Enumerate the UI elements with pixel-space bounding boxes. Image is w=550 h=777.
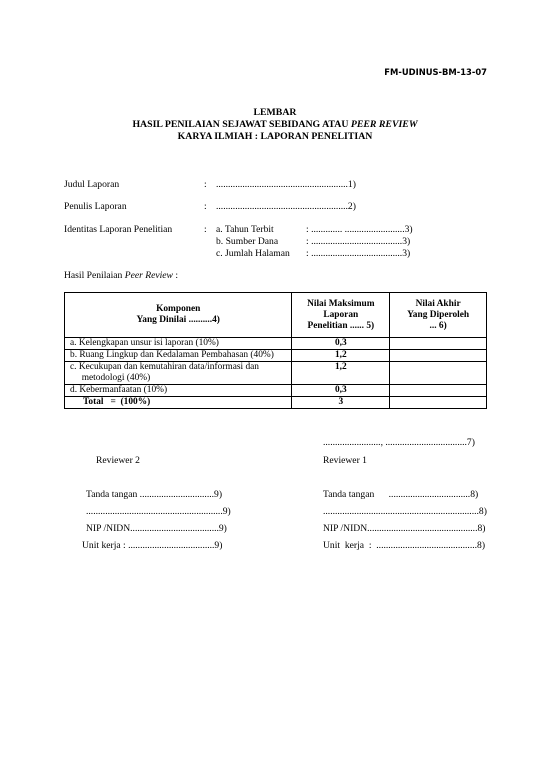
reviewer1-title: Reviewer 1: [323, 455, 367, 466]
jumlah-halaman-value[interactable]: : ......................................3): [306, 248, 411, 259]
header-komponen-line1: Komponen: [156, 304, 201, 314]
reviewer2-name[interactable]: .........................................................9): [86, 506, 231, 517]
header-maks-line3: Penelitian ...... 5): [307, 320, 375, 331]
reviewer2-unit[interactable]: Unit kerja : ....................................9): [82, 540, 223, 551]
sumber-dana-label: b. Sumber Dana: [216, 236, 279, 247]
heading-hasil-penilaian: [0, 119, 550, 130]
final-score-cell[interactable]: [390, 362, 487, 385]
heading-peer-review: PEER REVIEW: [350, 119, 418, 130]
reviewer2-nip[interactable]: NIP /NIDN.....................................9): [86, 523, 227, 534]
judul-label: Judul Laporan: [64, 179, 120, 190]
criterion-cell: d. Kebermanfaatan (10%): [65, 385, 292, 397]
max-score-cell: 0,3: [292, 385, 390, 397]
header-akhir-line1: Nilai Akhir: [415, 298, 461, 309]
header-komponen: [65, 293, 292, 338]
total-final-cell[interactable]: [390, 397, 487, 409]
penulis-colon: :: [204, 201, 207, 212]
table-row: [65, 350, 487, 362]
total-max-cell: 3: [292, 397, 390, 409]
table-row: [65, 338, 487, 350]
table-row: [65, 385, 487, 397]
total-label: Total = (100%): [65, 397, 292, 409]
identitas-label: Identitas Laporan Penelitian: [64, 224, 173, 235]
table-total-row: [65, 397, 487, 409]
tahun-terbit-label: a. Tahun Terbit: [216, 224, 274, 235]
penulis-value[interactable]: .......................................................2): [216, 201, 356, 212]
criterion-line1: c. Kecukupan dan kemutahiran data/informasi dan: [70, 362, 259, 372]
penulis-label: Penulis Laporan: [64, 201, 127, 212]
final-score-cell[interactable]: [390, 338, 487, 350]
max-score-cell: 1,2: [292, 350, 390, 362]
hasil-prefix: Hasil Penilaian: [64, 270, 125, 281]
final-score-cell[interactable]: [390, 385, 487, 397]
criterion-cell: [65, 362, 292, 385]
place-date[interactable]: ........................, ..................................7): [323, 437, 475, 448]
judul-value[interactable]: .......................................................1): [216, 179, 356, 190]
heading-karya-ilmiah: KARYA ILMIAH : LAPORAN PENELITIAN: [177, 131, 373, 142]
identitas-colon: :: [204, 224, 207, 235]
hasil-suffix: :: [172, 270, 179, 281]
form-code: FM-UDINUS-BM-13-07: [384, 67, 487, 77]
criterion-cell: b. Ruang Lingkup dan Kedalaman Pembahasan (40%): [65, 350, 292, 362]
reviewer1-name[interactable]: .................................................................8): [323, 506, 487, 517]
reviewer2-title: Reviewer 2: [96, 455, 140, 466]
final-score-cell[interactable]: [390, 350, 487, 362]
tahun-terbit-value[interactable]: : ............. .........................3): [306, 224, 413, 235]
table-row: [65, 362, 487, 385]
max-score-cell: 0,3: [292, 338, 390, 350]
header-komponen-line2: Yang Dinilai ..........4): [136, 315, 220, 325]
hasil-peer-review: Peer Review: [124, 270, 173, 281]
reviewer1-signature[interactable]: Tanda tangan ..................................8): [323, 489, 479, 500]
judul-colon: :: [204, 179, 207, 190]
max-score-cell: 1,2: [292, 362, 390, 385]
header-akhir-line3: ... 6): [429, 320, 447, 331]
table-header-row: [65, 293, 487, 338]
header-maks-line2: Laporan: [323, 309, 359, 320]
reviewer1-nip[interactable]: NIP /NIDN..............................................8): [323, 523, 486, 534]
reviewer1-unit[interactable]: Unit kerja : ..........................................8): [323, 540, 486, 551]
header-maks-line1: Nilai Maksimum: [307, 298, 375, 309]
header-nilai-maksimum: [292, 293, 390, 338]
sumber-dana-value[interactable]: : ......................................3): [306, 236, 411, 247]
score-table: [64, 292, 487, 409]
hasil-penilaian-label: [64, 270, 178, 281]
header-nilai-akhir: [390, 293, 487, 338]
jumlah-halaman-label: c. Jumlah Halaman: [216, 248, 290, 259]
header-akhir-line2: Yang Diperoleh: [407, 309, 470, 320]
criterion-cell: a. Kelengkapan unsur isi laporan (10%): [65, 338, 292, 350]
criterion-line2: metodologi (40%): [70, 373, 151, 383]
heading-prefix: HASIL PENILAIAN SEJAWAT SEBIDANG ATAU: [132, 119, 351, 130]
reviewer2-signature[interactable]: Tanda tangan ...............................9): [86, 489, 223, 500]
heading-lembar: LEMBAR: [253, 107, 297, 118]
